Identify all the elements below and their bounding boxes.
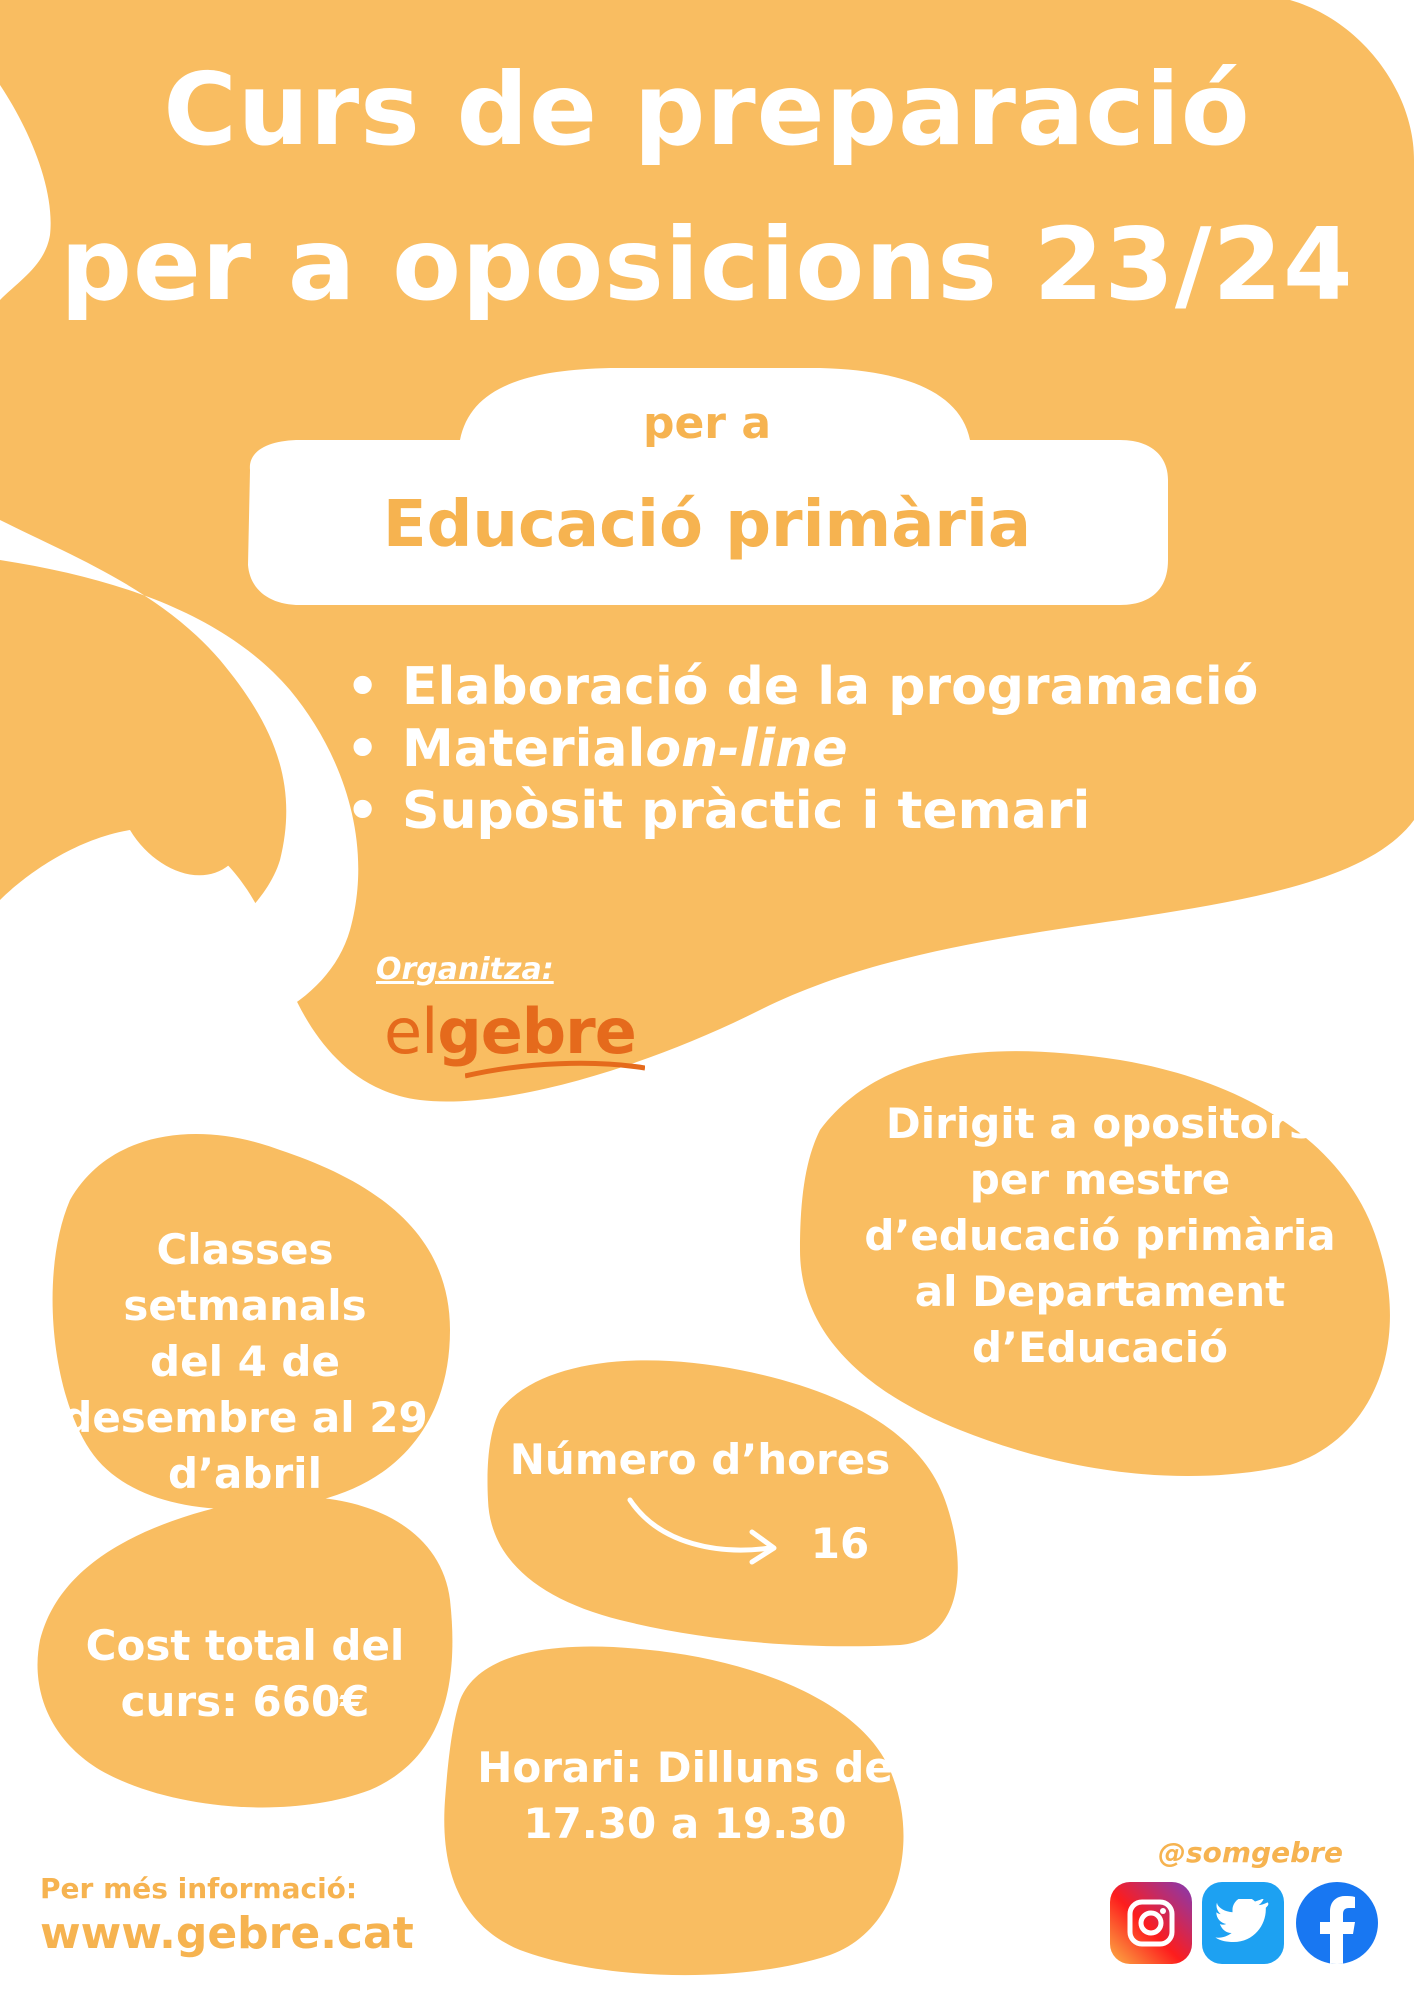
feature-text: Elaboració de la programació [402,657,1259,717]
target-line: Dirigit a opositors [885,1099,1315,1148]
schedule-line: Classes setmanals [123,1225,367,1330]
facebook-icon[interactable] [1296,1882,1378,1964]
cost-text [45,1618,445,1730]
website-link[interactable]: www.gebre.cat [40,1908,414,1959]
feature-text: Material [402,719,646,779]
feature-text: Supòsit pràctic i temari [402,781,1091,841]
cost-line: Cost total del [85,1621,405,1670]
schedule-line: desembre al 29 [62,1393,428,1442]
schedule-text [45,1222,445,1502]
hours-value: 16 [810,1519,870,1568]
instagram-icon[interactable] [1110,1882,1192,1964]
target-line: d’educació primària [864,1211,1336,1260]
badge-title: Educació primària [382,488,1032,562]
feature-italic: on-line [645,719,848,779]
target-text [850,1096,1350,1376]
hours-label: Número d’hores [509,1435,891,1484]
timetable-text [465,1740,905,1852]
title-line-2: per a oposicions 23/24 [60,206,1354,323]
logo-prefix: el [384,995,438,1068]
list-item [350,656,1258,718]
twitter-icon[interactable] [1202,1882,1284,1964]
logo-swoosh [465,1058,645,1080]
logo-main: gebre [437,995,636,1068]
hours-blob [488,1360,958,1646]
list-item [350,718,1258,780]
feature-list [350,656,1258,842]
social-handle: @somgebre [1158,1836,1343,1869]
cost-line: curs: 660€ [120,1677,370,1726]
timetable-line: Horari: Dilluns de [477,1743,893,1792]
info-label: Per més informació: [40,1872,358,1905]
badge-small-text: per a [642,398,772,449]
target-line: per mestre [969,1155,1231,1204]
list-item [350,780,1258,842]
target-line: al Departament [914,1267,1286,1316]
organizer-label: Organitza: [376,952,554,987]
schedule-line: d’abril [168,1449,322,1498]
timetable-line: 17.30 a 19.30 [523,1799,847,1848]
target-line: d’Educació [971,1323,1229,1372]
title-line-1: Curs de preparació [163,51,1251,168]
schedule-line: del 4 de [150,1337,340,1386]
